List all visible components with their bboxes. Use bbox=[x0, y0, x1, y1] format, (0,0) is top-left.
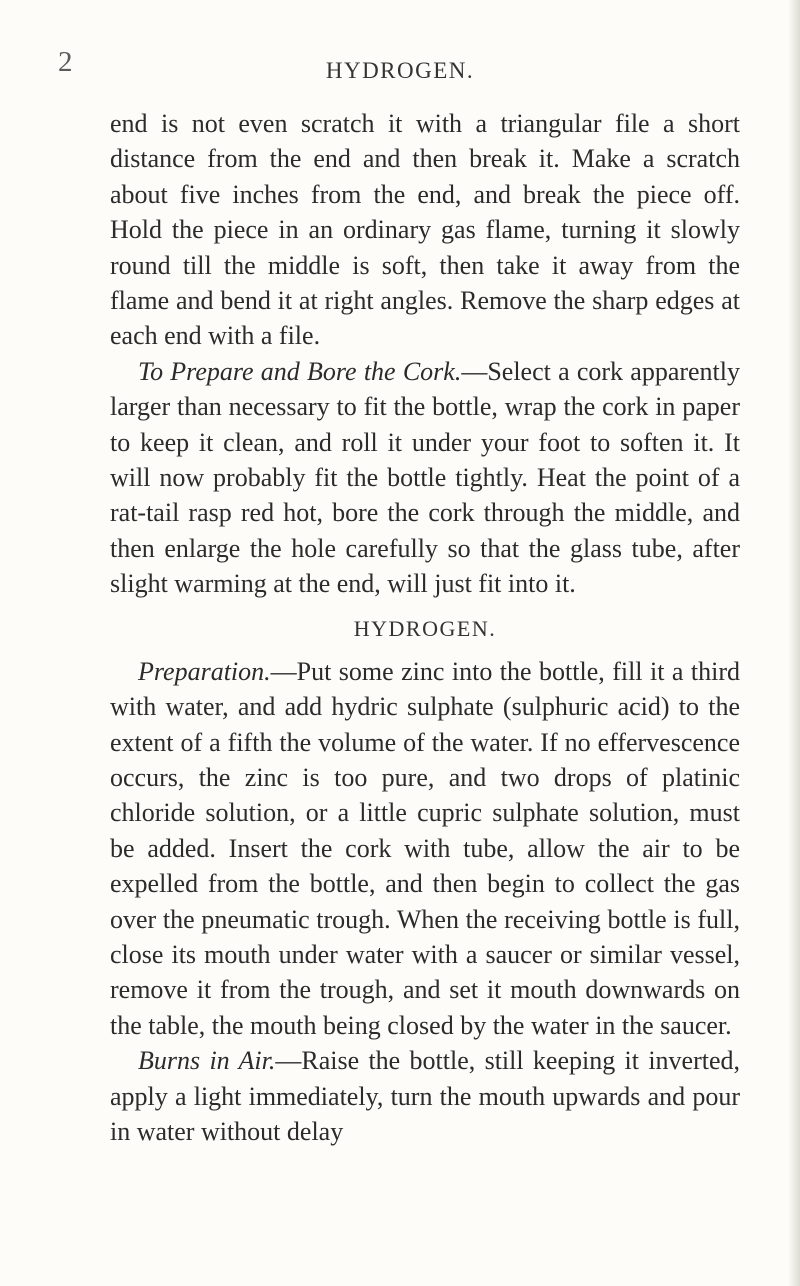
paragraph-burns-in-air bbox=[110, 1043, 740, 1149]
paragraph-preparation bbox=[110, 654, 740, 1043]
paragraph-text: —Put some zinc into the bottle, fill it a third with water, and add hydric sulphate (sulphuric acid) to the extent of a fifth the volume of the water. If no effervescence occurs, the zinc is too pure, and two drops of platinic chloride solution, or a little cupric sulphate solution, must be added. Insert the cork with tube, allow the air to be expelled from the bottle, and then begin to collect the gas over the pneumatic trough. When the receiving bottle is full, close its mouth under water with a saucer or similar vessel, remove it from the trough, and set it mouth downwards on the table, the mouth being closed by the water in the saucer. bbox=[110, 656, 740, 1040]
run-in-heading: To Prepare and Bore the Cork. bbox=[138, 356, 462, 386]
paragraph-prepare-cork bbox=[110, 354, 740, 602]
paragraph-text: —Select a cork apparently larger than necessary to fit the bottle, wrap the cork in paper to keep it clean, and roll it under your foot to soften it. It will now probably fit the bottle tightly. Heat the point of a rat-tail rasp red hot, bore the cork through the middle, and then enlarge the hole carefully so that the glass tube, after slight warming at the end, will just fit into it. bbox=[110, 356, 740, 599]
paragraph-continued: end is not even scratch it with a triangular file a short distance from the end and then break it. Make a scratch about five inches from the end, and break the piece off. Hold the piece in an ordinary gas flame, turning it slowly round till the middle is soft, then take it away from the flame and bend it at right angles. Remove the sharp edges at each end with a file. bbox=[110, 109, 740, 351]
running-head: HYDROGEN. bbox=[325, 58, 475, 83]
body-text bbox=[110, 106, 740, 1149]
page-number: 2 bbox=[58, 46, 73, 78]
paragraph-text: —Raise the bottle, still keeping it inverted, apply a light immediately, turn the mouth upwards and pour in water without delay bbox=[110, 1046, 741, 1146]
run-in-heading: Preparation. bbox=[138, 656, 271, 686]
run-in-heading: Burns in Air. bbox=[138, 1046, 276, 1076]
section-heading: HYDROGEN. bbox=[353, 615, 497, 641]
page-edge-shadow bbox=[788, 0, 800, 1286]
